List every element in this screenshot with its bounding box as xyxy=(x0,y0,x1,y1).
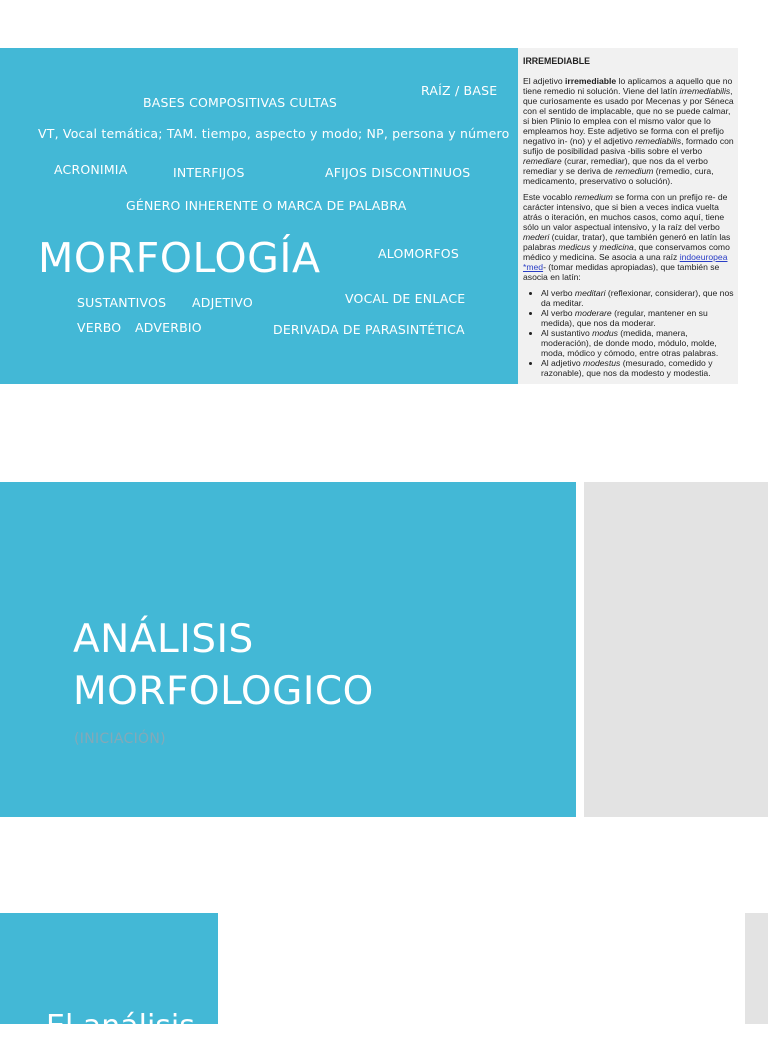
word-sustantivos: SUSTANTIVOS xyxy=(77,295,167,310)
slide-right-margin xyxy=(738,48,768,384)
word-adverbio: ADVERBIO xyxy=(135,320,202,335)
list-item: • Al verbo moderare (regular, mantener en su medida), que nos da moderar. xyxy=(541,308,734,328)
word-interfijos: INTERFIJOS xyxy=(173,165,245,180)
word-vt-line: VT, Vocal temática; TAM. tiempo, aspecto y modo; NP, persona y número xyxy=(38,126,510,141)
word-afijos-discontinuos: AFIJOS DISCONTINUOS xyxy=(325,165,471,180)
slide-el-analisis[interactable] xyxy=(0,913,218,1044)
link-med[interactable]: *med xyxy=(523,262,544,272)
word-vocal-enlace: VOCAL DE ENLACE xyxy=(345,291,466,306)
word-raiz-base: RAÍZ / BASE xyxy=(421,83,498,98)
document-excerpt-panel xyxy=(518,48,738,384)
word-adjetivo: ADJETIVO xyxy=(192,295,253,310)
link-indoeuropea[interactable]: indoeuropea xyxy=(679,252,728,262)
list-item: • Al sustantivo modus (medida, manera, moderación), de donde modo, módulo, molde, moda, módico y cómodo, entre otras palabras. xyxy=(541,328,734,358)
word-morfologia: MORFOLOGÍA xyxy=(38,234,321,282)
slide-side-panel-2 xyxy=(745,913,768,1024)
doc-paragraph-2: Este vocablo remedium se forma con un prefijo re- de carácter intensivo, que si bien a veces indica vuelta atrás o iteración, en muchos casos, como aquí, tiene sólo un valor aspectual intensivo, y la raíz del verbo mederi (cuidar, tratar), que también generó en latín las palabras medicus y medicina, que conservamos como médico y medicina. Se asocia a una raíz indoeuropea *med- (tomar medidas apropiadas), que también se asocia en latín: xyxy=(523,192,731,282)
doc-title: IRREMEDIABLE xyxy=(523,56,590,66)
word-verbo: VERBO xyxy=(77,320,122,335)
slide-morfologia[interactable] xyxy=(0,48,768,384)
slide-side-panel xyxy=(584,482,768,817)
word-genero-inherente: GÉNERO INHERENTE O MARCA DE PALABRA xyxy=(126,198,407,213)
slide-title-line-2: MORFOLOGICO xyxy=(73,669,374,714)
word-bases-compositivas: BASES COMPOSITIVAS CULTAS xyxy=(143,95,338,110)
list-item: • Al verbo meditari (reflexionar, considerar), que nos da meditar. xyxy=(541,288,734,308)
word-alomorfos: ALOMORFOS xyxy=(378,246,459,261)
slide-analisis-morfologico[interactable] xyxy=(0,482,576,817)
doc-list xyxy=(523,288,734,378)
slide-title-line-1: ANÁLISIS xyxy=(73,617,254,662)
slide-heading: El análisis xyxy=(46,1009,195,1044)
slide-title xyxy=(73,614,374,718)
list-item: • Al adjetivo modestus (mesurado, comedido y razonable), que nos da modesto y modestia. xyxy=(541,358,734,378)
slide-subtitle: (INICIACIÓN) xyxy=(74,731,166,747)
doc-paragraph-1: El adjetivo irremediable lo aplicamos a aquello que no tiene remedio ni solución. Viene del latín irremediabilis, que curiosamente es usado por Mecenas y por Séneca con el sentido de implacable, que no se puede calmar, si bien Plinio lo emplea con el mismo valor que lo empleamos hoy. Este adjetivo se forma con el prefijo negativo in- (no) y el adjetivo remediabilis, formado con sufijo de posibilidad pasiva -bilis sobre el verbo remediare (curar, remediar), que nos da el verbo remediar y se deriva de remedium (remedio, cura, medicamento, preservativo o solución). xyxy=(523,76,734,186)
word-acronimia: ACRONIMIA xyxy=(54,162,128,177)
word-derivada: DERIVADA DE PARASINTÉTICA xyxy=(273,322,465,337)
